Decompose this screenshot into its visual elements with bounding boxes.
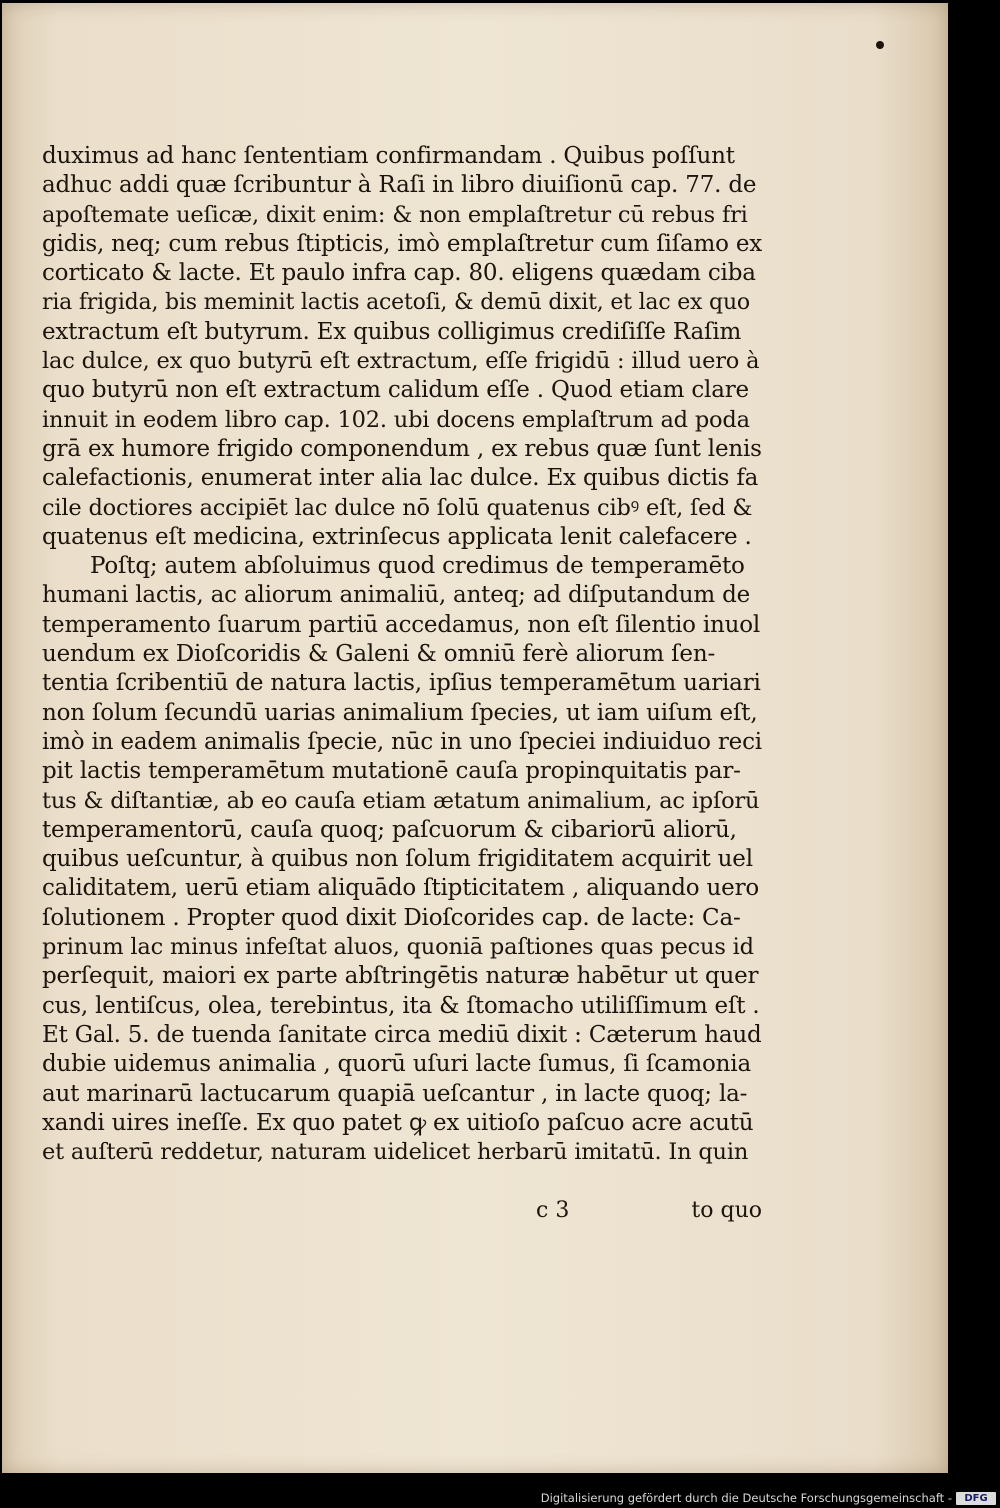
- text-line: Poſtq; autem abſoluimus quod credimus de temperamēto: [90, 553, 745, 580]
- text-line: adhuc addi quæ ſcribuntur à Raſi in libro diuiſionū cap. 77. de: [42, 172, 757, 199]
- text-line: extractum eſt butyrum. Ex quibus colligimus crediſiſſe Raſim: [42, 318, 742, 345]
- text-line: non ſolum ſecundū uarias animalium ſpecies, ut iam uiſum eſt,: [42, 699, 758, 726]
- text-line: caliditatem, uerū etiam aliquādo ſtipticitatem , aliquando uero: [42, 875, 760, 902]
- text-line: pit lactis temperamētum mutationē cauſa propinquitatis par-: [42, 758, 741, 785]
- text-line: et auſterū reddetur, naturam uidelicet herbarū imitatū. In quin: [42, 1139, 749, 1166]
- text-line: dubie uidemus animalia , quorū uſuri lacte ſumus, ſi ſcamonia: [42, 1051, 751, 1078]
- text-line: prinum lac minus infeſtat aluos, quoniā paſtiones quas pecus id: [42, 934, 754, 961]
- text-line: duximus ad hanc ſententiam confirmandam . Quibus poſſunt: [42, 143, 735, 169]
- signature-mark: c 3: [536, 1198, 570, 1223]
- text-line: xandi uires ineſſe. Ex quo patet ꝙ ex uitioſo paſcuo acre acutū: [42, 1109, 754, 1136]
- page-footer: [42, 1198, 762, 1228]
- text-line: imò in eadem animalis ſpecie, nūc in uno ſpeciei indiuiduo reci: [42, 728, 762, 755]
- text-line: calefactionis, enumerat inter alia lac dulce. Ex quibus dictis fa: [42, 465, 759, 492]
- text-line: lac dulce, ex quo butyrū eſt extractum, eſſe frigidū : illud uero à: [42, 348, 760, 375]
- text-line: cus, lentiſcus, olea, terebintus, ita & ſtomacho utiliſſimum eſt .: [42, 992, 760, 1019]
- text-line: temperamentorū, cauſa quoq; paſcuorum & cibariorū aliorū,: [42, 816, 737, 843]
- attribution-text: Digitalisierung gefördert durch die Deutsche Forschungsgemeinschaft -: [540, 1491, 952, 1505]
- text-line: perſequit, maiori ex parte abſtringētis naturæ habētur ut quer: [42, 963, 759, 990]
- text-line: quo butyrū non eſt extractum calidum eſſe . Quod etiam clare: [42, 377, 749, 404]
- text-line: uendum ex Dioſcoridis & Galeni & omniū ferè aliorum ſen-: [42, 641, 716, 668]
- text-line: Et Gal. 5. de tuenda ſanitate circa mediū dixit : Cæterum haud: [42, 1021, 762, 1048]
- text-line: quatenus eſt medicina, extrinſecus applicata lenit calefacere .: [42, 523, 752, 550]
- text-line: cile doctiores accipiēt lac dulce nō ſolū quatenus cibꝰ eſt, ſed &: [42, 494, 753, 521]
- text-line: tus & diſtantiæ, ab eo cauſa etiam ætatum animalium, ac ipſorū: [42, 787, 760, 814]
- text-line: ſolutionem . Propter quod dixit Dioſcorides cap. de lacte: Ca-: [42, 904, 741, 931]
- document-page: [2, 3, 948, 1473]
- text-line: humani lactis, ac aliorum animaliū, anteq; ad diſputandum de: [42, 582, 751, 609]
- text-line: tentia ſcribentiū de natura lactis, ipſius temperamētum uariari: [42, 670, 761, 697]
- text-line: ria frigida, bis meminit lactis acetoſi, & demū dixit, et lac ex quo: [42, 290, 750, 316]
- text-line: innuit in eodem libro cap. 102. ubi docens emplaſtrum ad poda: [42, 406, 750, 433]
- text-line: apoſtemate ueſicæ, dixit enim: & non emplaſtretur cū rebus fri: [42, 201, 748, 228]
- dfg-logo: DFG: [956, 1492, 996, 1505]
- text-line: gidis, neq; cum rebus ſtipticis, imò emplaſtretur cum ſiſamo ex: [42, 230, 763, 257]
- text-line: temperamento ſuarum partiū accedamus, non eſt ſilentio inuol: [42, 611, 761, 638]
- ink-mark: [876, 41, 884, 49]
- text-line: quibus ueſcuntur, à quibus non ſolum frigiditatem acquirit uel: [42, 846, 753, 873]
- text-line: corticato & lacte. Et paulo infra cap. 80. eligens quædam ciba: [42, 260, 756, 287]
- text-line: grā ex humore frigido componendum , ex rebus quæ ſunt lenis: [42, 435, 762, 462]
- page-text: [42, 142, 762, 1167]
- text-line: aut marinarū lactucarum quapiā ueſcantur , in lacte quoq; la-: [42, 1080, 748, 1107]
- catchword: to quo: [691, 1198, 762, 1223]
